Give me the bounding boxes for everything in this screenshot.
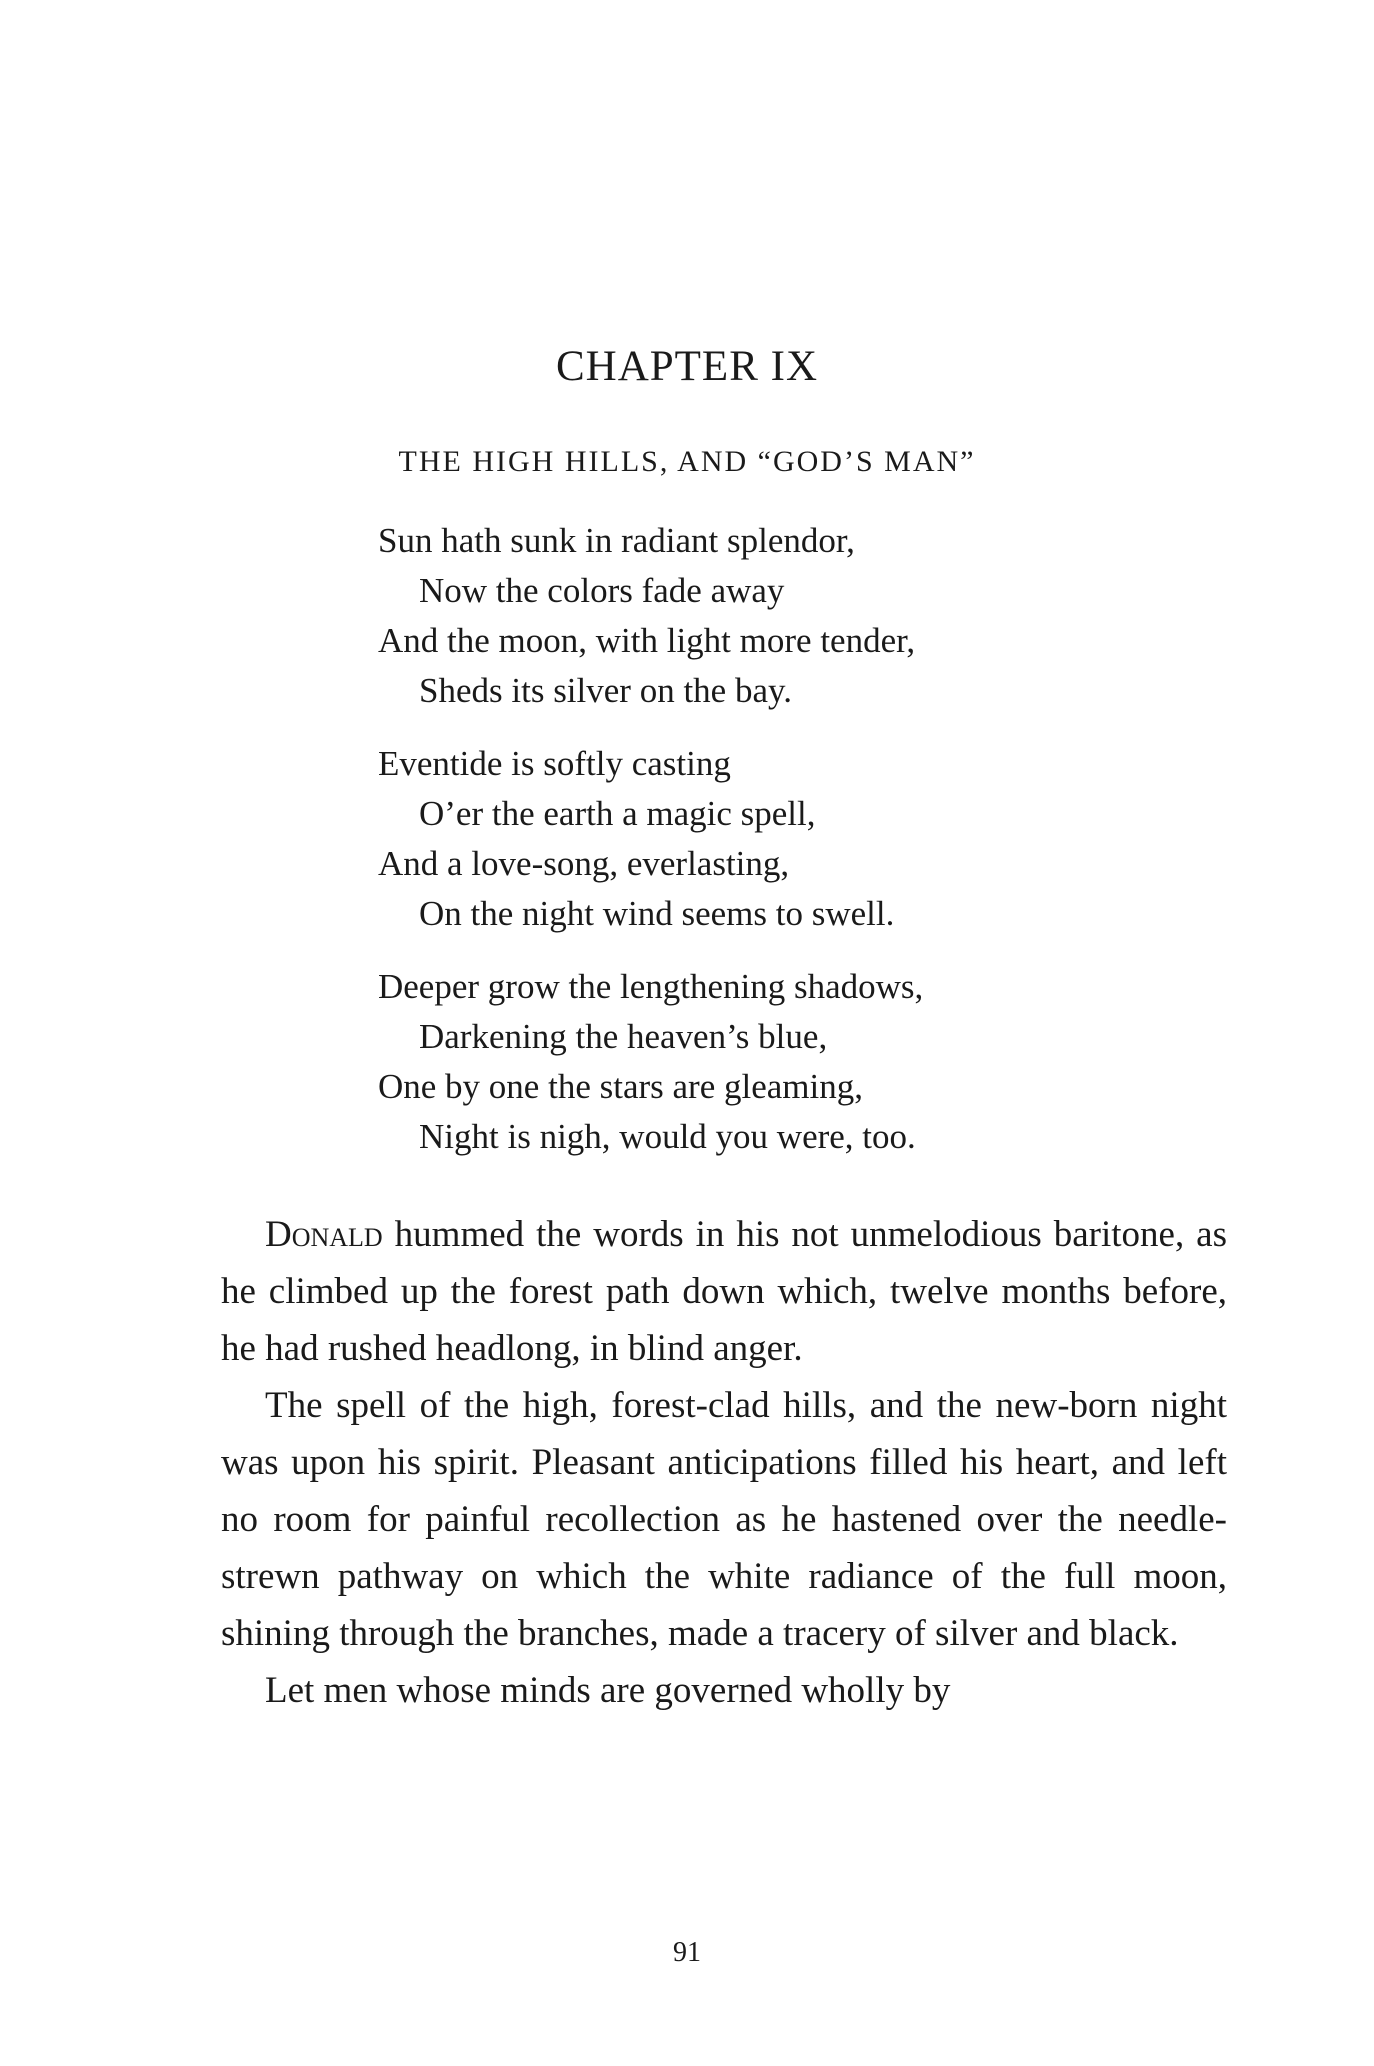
poem-line: Now the colors fade away bbox=[419, 571, 785, 610]
poem-line: O’er the earth a magic spell, bbox=[419, 794, 816, 833]
poem-line: Darkening the heaven’s blue, bbox=[419, 1017, 828, 1056]
body-text bbox=[221, 1206, 1227, 1719]
poem-line: Eventide is softly casting bbox=[378, 744, 731, 783]
poem-line: Sun hath sunk in radiant splendor, bbox=[378, 521, 855, 560]
page-number: 91 bbox=[673, 1937, 701, 1968]
paragraph: Let men whose minds are governed wholly by bbox=[265, 1670, 951, 1711]
poem-stanza bbox=[378, 739, 1178, 939]
poem-line: Sheds its silver on the bay. bbox=[419, 671, 792, 710]
poem-line: Night is nigh, would you were, too. bbox=[419, 1117, 916, 1156]
paragraph-lead-word: Donald bbox=[265, 1214, 383, 1255]
poem bbox=[378, 516, 1178, 1185]
poem-stanza bbox=[378, 962, 1178, 1162]
paragraph-text: hummed the words in his not unmelodious baritone, as he climbed up the forest path down which, twelve months before, he had rushed headlong, in blind anger. bbox=[221, 1214, 1227, 1369]
poem-stanza bbox=[378, 516, 1178, 716]
poem-line: And the moon, with light more tender, bbox=[378, 621, 916, 660]
poem-line: On the night wind seems to swell. bbox=[419, 894, 895, 933]
paragraph: The spell of the high, forest-clad hills, and the new-born night was upon his spirit. Pleasant anticipations filled his heart, and left no room for painful recollection as he hastened over the needle-strewn pathway on which the white radiance of the full moon, shining through the branches, made a tracery of silver and black. bbox=[221, 1385, 1227, 1654]
chapter-title: CHAPTER IX bbox=[555, 343, 819, 390]
paragraph bbox=[221, 1206, 1227, 1377]
poem-line: One by one the stars are gleaming, bbox=[378, 1067, 863, 1106]
chapter-subtitle: THE HIGH HILLS, AND “GOD’S MAN” bbox=[398, 445, 976, 478]
poem-line: Deeper grow the lengthening shadows, bbox=[378, 967, 924, 1006]
poem-line: And a love-song, everlasting, bbox=[378, 844, 790, 883]
